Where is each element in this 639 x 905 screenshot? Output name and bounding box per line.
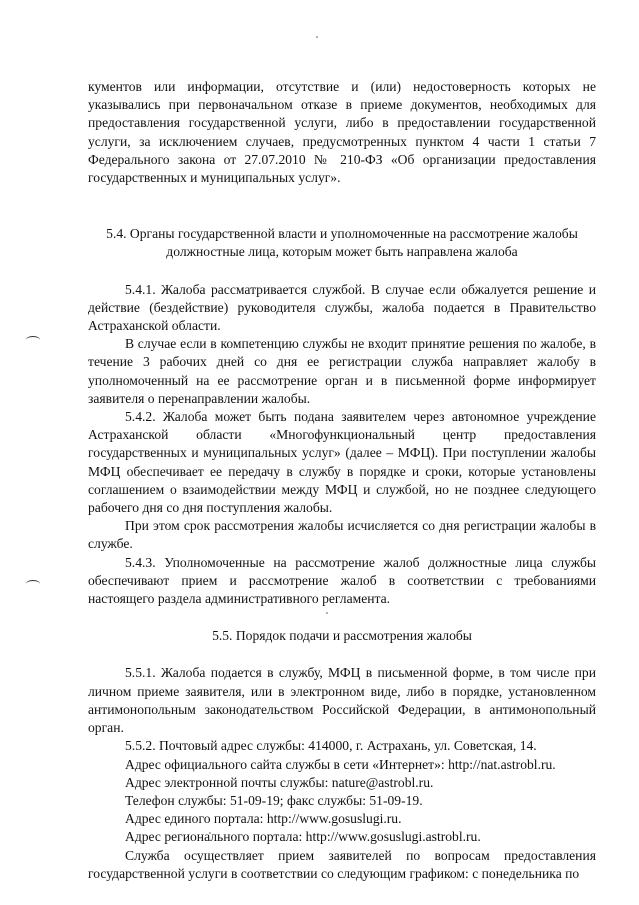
paragraph-5-5-1: 5.5.1. Жалоба подается в службу, МФЦ в письменной форме, в том числе при личном приеме заявителя, или в электронном виде, либо в порядке, установленном антимонопольным законодательством Российской Федерации, в антимонопольный орган. bbox=[88, 665, 596, 736]
paragraph-5-4-2: 5.4.2. Жалоба может быть подана заявителем через автономное учреждение Астраханской области «Многофункциональный центр предоставления государственных и муниципальных услуг» (далее – МФЦ). При поступлении жалобы МФЦ обеспечивает ее передачу в службу в порядке и сроки, которые установлены соглашением о взаимодействии между МФЦ и службой, но не позднее следующего рабочего дня со дня поступления жалобы. bbox=[88, 409, 596, 516]
section-heading-5-5: 5.5. Порядок подачи и рассмотрения жалобы bbox=[212, 628, 472, 644]
paragraph-5-4-1-redirect: В случае если в компетенцию службы не входит принятие решения по жалобе, в течение 3 рабочих дней со дня ее регистрации служба направляет жалобу в уполномоченный на ее рассмотрение орган и в письменной форме информирует заявителя о перенаправлении жалобы. bbox=[88, 336, 596, 406]
paragraph-intro: кументов или информации, отсутствие и (или) недостоверность которых не указывались при первоначальном отказе в приеме документов, необходимых для предоставления государственной услуги, либо в предоставлении государственной услуги, за исключением случаев, предусмотренных пунктом 4 части 1 статьи 7 Федерального закона от 27.07.2010 № 210-ФЗ «Об организации предоставления государственных и муниципальных услуг». bbox=[88, 79, 596, 186]
paragraph-unified-portal: Адрес единого портала: http://www.gosuslugi.ru. bbox=[125, 811, 402, 827]
paragraph-5-4-2-term: При этом срок рассмотрения жалобы исчисляется со дня регистрации жалобы в службе. bbox=[88, 518, 596, 552]
scan-speck bbox=[316, 36, 318, 38]
binder-hole-mark bbox=[26, 336, 40, 344]
paragraph-phone: Телефон службы: 51-09-19; факс службы: 51-09-19. bbox=[125, 792, 423, 808]
paragraph-schedule: Служба осуществляет прием заявителей по вопросам предоставления государственной услуги в соответствии со следующим графиком: с понедельника по bbox=[88, 847, 596, 881]
section-heading-5-4: 5.4. Органы государственной власти и уполномоченные на рассмотрение жалобы должностные лица, которым может быть направлена жалоба bbox=[106, 226, 578, 260]
paragraph-5-4-3: 5.4.3. Уполномоченные на рассмотрение жалоб должностные лица службы обеспечивают прием и рассмотрение жалоб в соответствии с требованиями настоящего раздела административного регламента. bbox=[88, 554, 596, 607]
document-body bbox=[88, 78, 596, 883]
paragraph-site-address: Адрес официального сайта службы в сети «Интернет»: http://nat.astrobl.ru. bbox=[125, 756, 556, 772]
binder-hole-mark bbox=[26, 580, 40, 588]
paragraph-regional-portal: Адрес регионального портала: http://www.gosuslugi.astrobl.ru. bbox=[125, 829, 481, 845]
paragraph-5-4-1: 5.4.1. Жалоба рассматривается службой. В случае если обжалуется решение и действие (бездействие) руководителя службы, жалоба подается в Правительство Астраханской области. bbox=[88, 281, 596, 334]
paragraph-email-address: Адрес электронной почты службы: nature@astrobl.ru. bbox=[125, 774, 434, 790]
paragraph-5-5-2-address: 5.5.2. Почтовый адрес службы: 414000, г. Астрахань, ул. Советская, 14. bbox=[125, 738, 537, 754]
